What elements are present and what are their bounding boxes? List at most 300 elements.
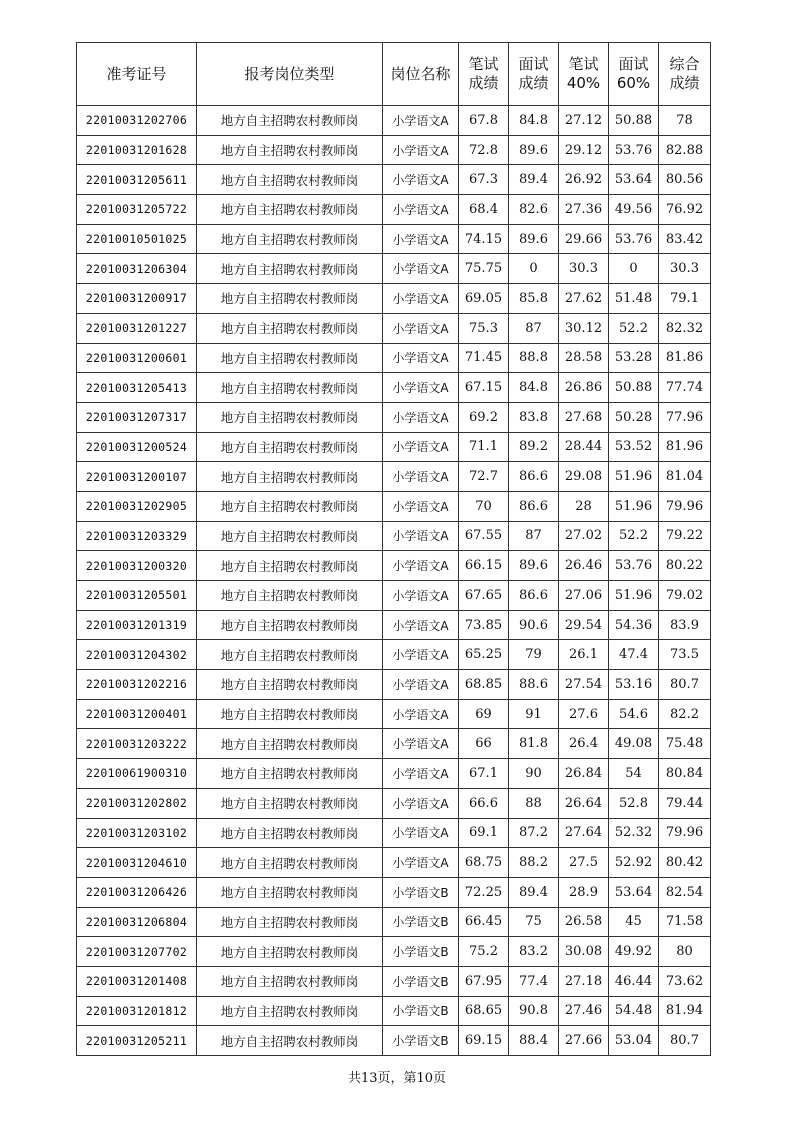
- cell-position-type: 地方自主招聘农村教师岗: [197, 877, 383, 907]
- cell-interview-60: 53.64: [609, 877, 659, 907]
- cell-interview-score: 86.6: [509, 462, 559, 492]
- table-row: [77, 343, 711, 373]
- cell-written-score: 67.95: [459, 966, 509, 996]
- cell-interview-score: 81.8: [509, 729, 559, 759]
- cell-interview-60: 51.96: [609, 581, 659, 611]
- cell-interview-60: 45: [609, 907, 659, 937]
- table-row: [77, 966, 711, 996]
- cell-total-score: 80.42: [659, 848, 711, 878]
- score-sheet: [76, 42, 710, 1056]
- cell-exam-id: 22010031203329: [77, 521, 197, 551]
- cell-interview-score: 84.8: [509, 106, 559, 136]
- cell-interview-60: 53.16: [609, 670, 659, 700]
- cell-total-score: 79.1: [659, 284, 711, 314]
- table-row: [77, 491, 711, 521]
- cell-interview-60: 53.64: [609, 165, 659, 195]
- cell-position-name: 小学语文A: [383, 462, 459, 492]
- cell-interview-60: 50.88: [609, 373, 659, 403]
- cell-position-name: 小学语文A: [383, 521, 459, 551]
- cell-position-type: 地方自主招聘农村教师岗: [197, 759, 383, 789]
- cell-exam-id: 22010031200401: [77, 699, 197, 729]
- cell-position-type: 地方自主招聘农村教师岗: [197, 581, 383, 611]
- cell-written-score: 74.15: [459, 224, 509, 254]
- cell-exam-id: 22010031204302: [77, 640, 197, 670]
- table-row: [77, 1026, 711, 1056]
- cell-exam-id: 22010031206304: [77, 254, 197, 284]
- cell-interview-score: 86.6: [509, 581, 559, 611]
- cell-total-score: 73.5: [659, 640, 711, 670]
- cell-interview-score: 87.2: [509, 818, 559, 848]
- table-row: [77, 432, 711, 462]
- cell-position-type: 地方自主招聘农村教师岗: [197, 729, 383, 759]
- cell-total-score: 81.94: [659, 996, 711, 1026]
- cell-written-score: 67.55: [459, 521, 509, 551]
- cell-position-name: 小学语文A: [383, 402, 459, 432]
- cell-interview-60: 54: [609, 759, 659, 789]
- table-row: [77, 670, 711, 700]
- cell-written-40: 28.44: [559, 432, 609, 462]
- cell-exam-id: 22010031201319: [77, 610, 197, 640]
- cell-interview-60: 54.48: [609, 996, 659, 1026]
- cell-position-type: 地方自主招聘农村教师岗: [197, 670, 383, 700]
- cell-interview-score: 89.6: [509, 551, 559, 581]
- cell-position-type: 地方自主招聘农村教师岗: [197, 284, 383, 314]
- cell-interview-score: 89.2: [509, 432, 559, 462]
- cell-position-type: 地方自主招聘农村教师岗: [197, 848, 383, 878]
- cell-exam-id: 22010061900310: [77, 759, 197, 789]
- cell-position-name: 小学语文B: [383, 996, 459, 1026]
- cell-interview-60: 52.32: [609, 818, 659, 848]
- cell-written-40: 27.62: [559, 284, 609, 314]
- cell-interview-score: 88: [509, 788, 559, 818]
- cell-interview-60: 52.2: [609, 313, 659, 343]
- cell-written-40: 27.54: [559, 670, 609, 700]
- cell-position-name: 小学语文A: [383, 195, 459, 225]
- cell-position-name: 小学语文A: [383, 699, 459, 729]
- cell-written-score: 68.85: [459, 670, 509, 700]
- cell-position-name: 小学语文B: [383, 966, 459, 996]
- cell-position-type: 地方自主招聘农村教师岗: [197, 966, 383, 996]
- cell-interview-60: 49.08: [609, 729, 659, 759]
- table-row: [77, 610, 711, 640]
- cell-position-type: 地方自主招聘农村教师岗: [197, 254, 383, 284]
- cell-position-type: 地方自主招聘农村教师岗: [197, 135, 383, 165]
- cell-written-score: 69.2: [459, 402, 509, 432]
- cell-position-type: 地方自主招聘农村教师岗: [197, 343, 383, 373]
- cell-written-score: 68.65: [459, 996, 509, 1026]
- cell-position-name: 小学语文A: [383, 759, 459, 789]
- cell-total-score: 80.7: [659, 1026, 711, 1056]
- cell-exam-id: 22010031202905: [77, 491, 197, 521]
- cell-written-score: 71.45: [459, 343, 509, 373]
- cell-interview-score: 77.4: [509, 966, 559, 996]
- cell-interview-score: 88.6: [509, 670, 559, 700]
- cell-written-score: 67.1: [459, 759, 509, 789]
- cell-position-name: 小学语文A: [383, 491, 459, 521]
- cell-exam-id: 22010031205722: [77, 195, 197, 225]
- cell-exam-id: 22010031203102: [77, 818, 197, 848]
- cell-exam-id: 22010031202802: [77, 788, 197, 818]
- cell-interview-60: 52.8: [609, 788, 659, 818]
- cell-interview-score: 87: [509, 313, 559, 343]
- cell-interview-score: 84.8: [509, 373, 559, 403]
- cell-total-score: 81.96: [659, 432, 711, 462]
- table-row: [77, 907, 711, 937]
- cell-written-40: 27.66: [559, 1026, 609, 1056]
- cell-written-40: 29.12: [559, 135, 609, 165]
- cell-interview-score: 89.4: [509, 877, 559, 907]
- results-table: [76, 42, 711, 1056]
- cell-position-name: 小学语文A: [383, 224, 459, 254]
- table-row: [77, 937, 711, 967]
- cell-exam-id: 22010010501025: [77, 224, 197, 254]
- cell-written-score: 67.8: [459, 106, 509, 136]
- cell-interview-score: 83.2: [509, 937, 559, 967]
- cell-exam-id: 22010031205611: [77, 165, 197, 195]
- cell-total-score: 80: [659, 937, 711, 967]
- cell-written-40: 27.36: [559, 195, 609, 225]
- cell-total-score: 82.54: [659, 877, 711, 907]
- cell-position-type: 地方自主招聘农村教师岗: [197, 699, 383, 729]
- table-row: [77, 135, 711, 165]
- table-row: [77, 551, 711, 581]
- cell-written-score: 69.15: [459, 1026, 509, 1056]
- cell-position-type: 地方自主招聘农村教师岗: [197, 106, 383, 136]
- cell-written-score: 69: [459, 699, 509, 729]
- cell-written-score: 66.6: [459, 788, 509, 818]
- cell-total-score: 79.96: [659, 491, 711, 521]
- cell-written-score: 66: [459, 729, 509, 759]
- cell-position-type: 地方自主招聘农村教师岗: [197, 610, 383, 640]
- cell-written-40: 26.58: [559, 907, 609, 937]
- cell-exam-id: 22010031207702: [77, 937, 197, 967]
- cell-exam-id: 22010031201227: [77, 313, 197, 343]
- cell-exam-id: 22010031205211: [77, 1026, 197, 1056]
- header-written-score: 笔试 成绩: [459, 43, 509, 106]
- cell-exam-id: 22010031200107: [77, 462, 197, 492]
- table-row: [77, 313, 711, 343]
- cell-exam-id: 22010031200524: [77, 432, 197, 462]
- cell-position-type: 地方自主招聘农村教师岗: [197, 996, 383, 1026]
- cell-written-score: 66.15: [459, 551, 509, 581]
- cell-interview-60: 46.44: [609, 966, 659, 996]
- cell-total-score: 71.58: [659, 907, 711, 937]
- cell-interview-score: 85.8: [509, 284, 559, 314]
- cell-written-40: 26.1: [559, 640, 609, 670]
- cell-written-40: 28.58: [559, 343, 609, 373]
- cell-exam-id: 22010031200320: [77, 551, 197, 581]
- cell-exam-id: 22010031205413: [77, 373, 197, 403]
- cell-exam-id: 22010031202216: [77, 670, 197, 700]
- cell-written-score: 73.85: [459, 610, 509, 640]
- cell-interview-60: 50.28: [609, 402, 659, 432]
- cell-written-40: 28.9: [559, 877, 609, 907]
- cell-written-score: 72.25: [459, 877, 509, 907]
- cell-position-type: 地方自主招聘农村教师岗: [197, 907, 383, 937]
- cell-position-type: 地方自主招聘农村教师岗: [197, 1026, 383, 1056]
- cell-written-40: 26.46: [559, 551, 609, 581]
- cell-position-type: 地方自主招聘农村教师岗: [197, 937, 383, 967]
- header-interview-score: 面试 成绩: [509, 43, 559, 106]
- cell-total-score: 82.2: [659, 699, 711, 729]
- cell-written-40: 26.4: [559, 729, 609, 759]
- cell-position-type: 地方自主招聘农村教师岗: [197, 224, 383, 254]
- cell-position-name: 小学语文B: [383, 937, 459, 967]
- cell-position-name: 小学语文A: [383, 788, 459, 818]
- cell-interview-60: 49.92: [609, 937, 659, 967]
- table-row: [77, 759, 711, 789]
- cell-exam-id: 22010031200917: [77, 284, 197, 314]
- page-footer: 共13页，第10页: [347, 1071, 447, 1086]
- cell-total-score: 75.48: [659, 729, 711, 759]
- cell-interview-60: 53.04: [609, 1026, 659, 1056]
- cell-total-score: 76.92: [659, 195, 711, 225]
- cell-position-type: 地方自主招聘农村教师岗: [197, 373, 383, 403]
- cell-written-40: 27.18: [559, 966, 609, 996]
- cell-written-score: 71.1: [459, 432, 509, 462]
- cell-position-type: 地方自主招聘农村教师岗: [197, 432, 383, 462]
- cell-position-type: 地方自主招聘农村教师岗: [197, 521, 383, 551]
- header-row: [77, 43, 711, 106]
- cell-total-score: 80.56: [659, 165, 711, 195]
- cell-interview-60: 47.4: [609, 640, 659, 670]
- cell-written-score: 69.1: [459, 818, 509, 848]
- cell-interview-score: 90.8: [509, 996, 559, 1026]
- cell-written-40: 26.84: [559, 759, 609, 789]
- cell-interview-60: 53.76: [609, 551, 659, 581]
- table-row: [77, 224, 711, 254]
- table-row: [77, 521, 711, 551]
- cell-written-score: 68.4: [459, 195, 509, 225]
- cell-exam-id: 22010031204610: [77, 848, 197, 878]
- cell-total-score: 78: [659, 106, 711, 136]
- table-row: [77, 462, 711, 492]
- cell-interview-score: 82.6: [509, 195, 559, 225]
- cell-total-score: 80.22: [659, 551, 711, 581]
- cell-interview-60: 49.56: [609, 195, 659, 225]
- cell-written-40: 29.54: [559, 610, 609, 640]
- cell-position-type: 地方自主招聘农村教师岗: [197, 818, 383, 848]
- cell-exam-id: 22010031206804: [77, 907, 197, 937]
- cell-interview-score: 88.4: [509, 1026, 559, 1056]
- table-row: [77, 195, 711, 225]
- cell-interview-score: 88.8: [509, 343, 559, 373]
- cell-position-type: 地方自主招聘农村教师岗: [197, 551, 383, 581]
- cell-total-score: 80.84: [659, 759, 711, 789]
- cell-position-name: 小学语文A: [383, 581, 459, 611]
- cell-position-type: 地方自主招聘农村教师岗: [197, 640, 383, 670]
- cell-position-name: 小学语文A: [383, 640, 459, 670]
- cell-total-score: 77.74: [659, 373, 711, 403]
- table-row: [77, 284, 711, 314]
- cell-written-score: 72.8: [459, 135, 509, 165]
- cell-position-name: 小学语文A: [383, 313, 459, 343]
- cell-total-score: 73.62: [659, 966, 711, 996]
- cell-written-40: 27.5: [559, 848, 609, 878]
- cell-written-40: 27.68: [559, 402, 609, 432]
- cell-total-score: 81.04: [659, 462, 711, 492]
- header-exam-id: 准考证号: [77, 43, 197, 106]
- cell-position-name: 小学语文A: [383, 106, 459, 136]
- cell-position-name: 小学语文B: [383, 1026, 459, 1056]
- cell-written-score: 72.7: [459, 462, 509, 492]
- cell-exam-id: 22010031203222: [77, 729, 197, 759]
- header-position-name: 岗位名称: [383, 43, 459, 106]
- cell-interview-60: 53.76: [609, 135, 659, 165]
- cell-interview-60: 0: [609, 254, 659, 284]
- cell-total-score: 82.32: [659, 313, 711, 343]
- cell-written-40: 27.06: [559, 581, 609, 611]
- cell-total-score: 83.9: [659, 610, 711, 640]
- table-body: [77, 106, 711, 1056]
- cell-written-40: 30.08: [559, 937, 609, 967]
- cell-position-name: 小学语文A: [383, 135, 459, 165]
- cell-interview-60: 54.6: [609, 699, 659, 729]
- header-interview-60: 面试 60%: [609, 43, 659, 106]
- cell-position-type: 地方自主招聘农村教师岗: [197, 788, 383, 818]
- cell-written-score: 67.3: [459, 165, 509, 195]
- cell-exam-id: 22010031200601: [77, 343, 197, 373]
- cell-written-40: 26.86: [559, 373, 609, 403]
- cell-interview-60: 53.76: [609, 224, 659, 254]
- table-row: [77, 373, 711, 403]
- cell-written-40: 27.02: [559, 521, 609, 551]
- table-row: [77, 729, 711, 759]
- cell-interview-score: 91: [509, 699, 559, 729]
- cell-interview-60: 52.92: [609, 848, 659, 878]
- cell-written-40: 30.3: [559, 254, 609, 284]
- cell-exam-id: 22010031201812: [77, 996, 197, 1026]
- cell-position-type: 地方自主招聘农村教师岗: [197, 165, 383, 195]
- cell-exam-id: 22010031206426: [77, 877, 197, 907]
- header-position-type: 报考岗位类型: [197, 43, 383, 106]
- cell-position-type: 地方自主招聘农村教师岗: [197, 491, 383, 521]
- cell-exam-id: 22010031205501: [77, 581, 197, 611]
- cell-position-name: 小学语文A: [383, 343, 459, 373]
- table-row: [77, 581, 711, 611]
- table-row: [77, 699, 711, 729]
- cell-written-score: 68.75: [459, 848, 509, 878]
- cell-exam-id: 22010031207317: [77, 402, 197, 432]
- table-row: [77, 165, 711, 195]
- cell-total-score: 82.88: [659, 135, 711, 165]
- table-row: [77, 996, 711, 1026]
- table-row: [77, 254, 711, 284]
- cell-interview-score: 75: [509, 907, 559, 937]
- cell-written-40: 30.12: [559, 313, 609, 343]
- cell-written-score: 66.45: [459, 907, 509, 937]
- cell-total-score: 79.02: [659, 581, 711, 611]
- cell-written-score: 70: [459, 491, 509, 521]
- table-row: [77, 640, 711, 670]
- cell-written-40: 26.92: [559, 165, 609, 195]
- table-row: [77, 788, 711, 818]
- cell-written-score: 69.05: [459, 284, 509, 314]
- cell-exam-id: 22010031201628: [77, 135, 197, 165]
- cell-written-40: 29.08: [559, 462, 609, 492]
- cell-interview-60: 53.28: [609, 343, 659, 373]
- cell-total-score: 77.96: [659, 402, 711, 432]
- header-total-score: 综合 成绩: [659, 43, 711, 106]
- cell-written-40: 29.66: [559, 224, 609, 254]
- cell-position-name: 小学语文A: [383, 165, 459, 195]
- cell-written-40: 26.64: [559, 788, 609, 818]
- cell-position-name: 小学语文A: [383, 670, 459, 700]
- cell-position-name: 小学语文A: [383, 610, 459, 640]
- cell-written-40: 27.46: [559, 996, 609, 1026]
- cell-interview-60: 50.88: [609, 106, 659, 136]
- cell-written-score: 75.75: [459, 254, 509, 284]
- cell-position-name: 小学语文A: [383, 848, 459, 878]
- cell-total-score: 79.96: [659, 818, 711, 848]
- cell-written-score: 67.65: [459, 581, 509, 611]
- cell-exam-id: 22010031202706: [77, 106, 197, 136]
- cell-written-40: 28: [559, 491, 609, 521]
- cell-position-name: 小学语文A: [383, 432, 459, 462]
- cell-position-type: 地方自主招聘农村教师岗: [197, 402, 383, 432]
- cell-total-score: 79.22: [659, 521, 711, 551]
- cell-written-40: 27.6: [559, 699, 609, 729]
- cell-total-score: 80.7: [659, 670, 711, 700]
- cell-position-type: 地方自主招聘农村教师岗: [197, 462, 383, 492]
- cell-position-name: 小学语文B: [383, 877, 459, 907]
- cell-written-40: 27.12: [559, 106, 609, 136]
- cell-interview-score: 87: [509, 521, 559, 551]
- cell-interview-score: 90: [509, 759, 559, 789]
- header-written-40: 笔试 40%: [559, 43, 609, 106]
- table-row: [77, 818, 711, 848]
- cell-position-name: 小学语文A: [383, 254, 459, 284]
- table-row: [77, 848, 711, 878]
- cell-total-score: 30.3: [659, 254, 711, 284]
- cell-interview-score: 0: [509, 254, 559, 284]
- cell-position-type: 地方自主招聘农村教师岗: [197, 195, 383, 225]
- cell-exam-id: 22010031201408: [77, 966, 197, 996]
- cell-interview-60: 51.96: [609, 491, 659, 521]
- cell-interview-score: 90.6: [509, 610, 559, 640]
- cell-interview-score: 89.6: [509, 224, 559, 254]
- cell-position-name: 小学语文A: [383, 551, 459, 581]
- cell-written-score: 67.15: [459, 373, 509, 403]
- table-row: [77, 877, 711, 907]
- cell-interview-60: 51.96: [609, 462, 659, 492]
- cell-total-score: 81.86: [659, 343, 711, 373]
- cell-interview-60: 52.2: [609, 521, 659, 551]
- table-row: [77, 106, 711, 136]
- cell-position-name: 小学语文A: [383, 818, 459, 848]
- cell-written-score: 65.25: [459, 640, 509, 670]
- cell-interview-60: 53.52: [609, 432, 659, 462]
- table-row: [77, 402, 711, 432]
- cell-interview-60: 51.48: [609, 284, 659, 314]
- cell-total-score: 83.42: [659, 224, 711, 254]
- cell-interview-score: 83.8: [509, 402, 559, 432]
- cell-interview-score: 89.6: [509, 135, 559, 165]
- cell-position-type: 地方自主招聘农村教师岗: [197, 313, 383, 343]
- cell-position-name: 小学语文A: [383, 284, 459, 314]
- cell-total-score: 79.44: [659, 788, 711, 818]
- cell-interview-score: 89.4: [509, 165, 559, 195]
- cell-position-name: 小学语文A: [383, 729, 459, 759]
- cell-written-40: 27.64: [559, 818, 609, 848]
- cell-interview-score: 88.2: [509, 848, 559, 878]
- cell-written-score: 75.2: [459, 937, 509, 967]
- cell-interview-60: 54.36: [609, 610, 659, 640]
- cell-interview-score: 79: [509, 640, 559, 670]
- cell-position-name: 小学语文A: [383, 373, 459, 403]
- cell-position-name: 小学语文B: [383, 907, 459, 937]
- cell-interview-score: 86.6: [509, 491, 559, 521]
